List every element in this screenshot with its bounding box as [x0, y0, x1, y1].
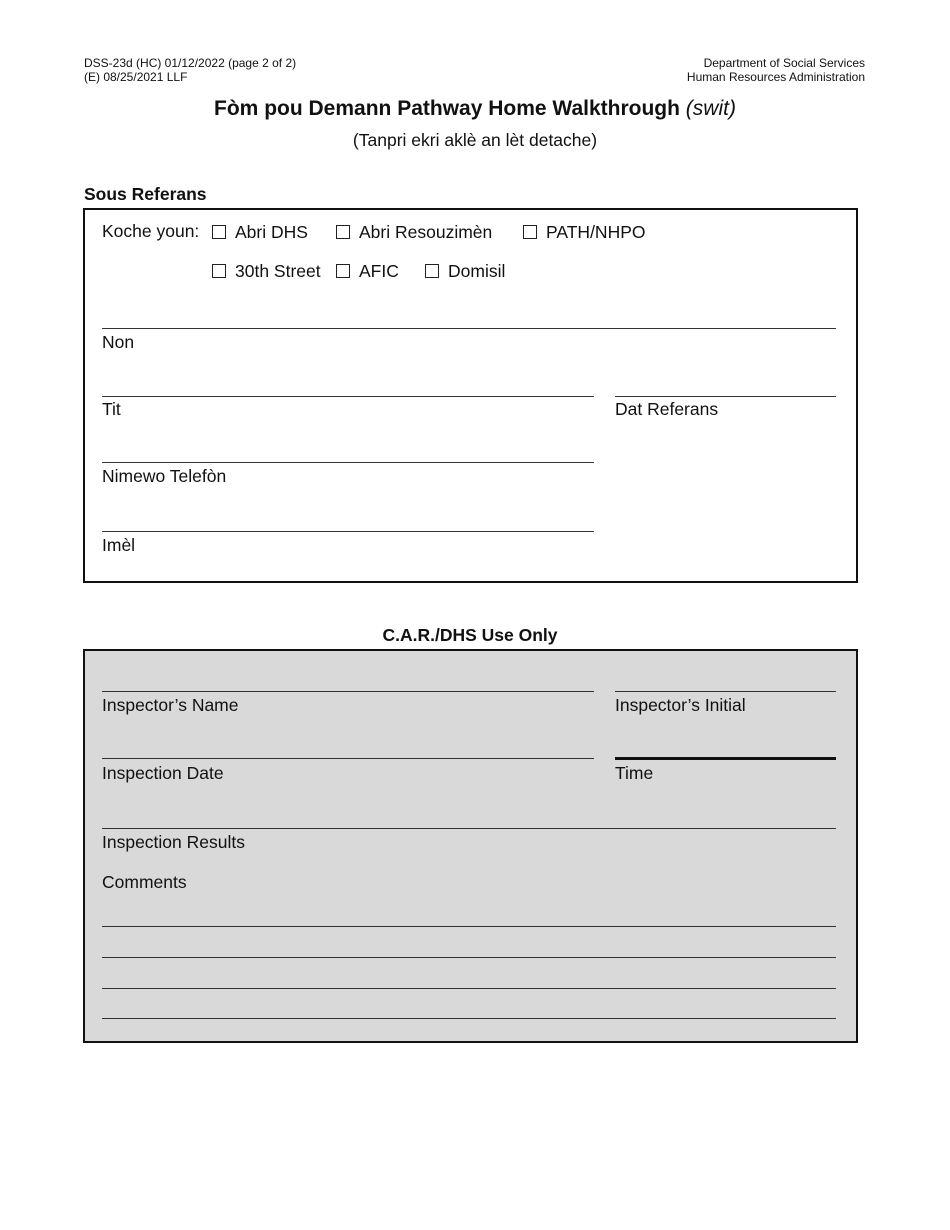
option-label: Abri DHS [235, 222, 308, 242]
option-label: 30th Street [235, 261, 321, 281]
option-abri-dhs[interactable] [212, 222, 308, 243]
referral-date-input-line[interactable] [615, 396, 836, 397]
inspector-initial-label: Inspector’s Initial [615, 695, 746, 715]
comment-line[interactable] [102, 988, 836, 989]
page-title [0, 97, 950, 121]
option-label: Abri Resouzimèn [359, 222, 493, 242]
comment-line[interactable] [102, 926, 836, 927]
agency-block [687, 56, 865, 84]
checkbox[interactable] [336, 264, 350, 278]
inspection-results-input-line[interactable] [102, 828, 836, 829]
inspection-date-input-line[interactable] [102, 758, 594, 759]
referral-date-label: Dat Referans [615, 399, 719, 419]
referral-box [83, 208, 858, 583]
time-input-line[interactable] [615, 757, 836, 760]
referral-heading: Sous Referans [84, 184, 207, 204]
inspector-name-label: Inspector’s Name [102, 695, 239, 715]
option-label: PATH/NHPO [546, 222, 646, 242]
comments-label: Comments [102, 872, 187, 892]
car-box [83, 649, 858, 1043]
phone-label: Nimewo Telefòn [102, 466, 227, 486]
inspector-initial-input-line[interactable] [615, 691, 836, 692]
checkbox[interactable] [336, 225, 350, 239]
title-input-line[interactable] [102, 396, 594, 397]
time-label: Time [615, 763, 654, 783]
option-afic[interactable] [336, 261, 399, 282]
form-revision: (E) 08/25/2021 LLF [84, 70, 188, 84]
checkbox[interactable] [212, 225, 226, 239]
comment-line[interactable] [102, 957, 836, 958]
car-heading: C.A.R./DHS Use Only [382, 625, 558, 645]
department-name: Department of Social Services [703, 56, 865, 70]
comment-line[interactable] [102, 1018, 836, 1019]
checkbox[interactable] [425, 264, 439, 278]
option-label: Domisil [448, 261, 506, 281]
page-subtitle: (Tanpri ekri aklè an lèt detache) [352, 130, 598, 150]
administration-name: Human Resources Administration [686, 70, 865, 84]
name-input-line[interactable] [102, 328, 836, 329]
phone-input-line[interactable] [102, 462, 594, 463]
option-domisil[interactable] [425, 261, 505, 282]
email-label: Imèl [102, 535, 136, 555]
checkbox[interactable] [523, 225, 537, 239]
email-input-line[interactable] [102, 531, 594, 532]
title-suffix: (swit) [685, 97, 736, 120]
option-label: AFIC [359, 261, 399, 281]
title-label: Tit [102, 399, 121, 419]
option-30th-street[interactable] [212, 261, 321, 282]
check-prompt: Koche youn: [102, 221, 200, 241]
form-id: DSS-23d (HC) 01/12/2022 (page 2 of 2) [84, 56, 297, 70]
option-abri-resouzimen[interactable] [336, 222, 492, 243]
inspector-name-input-line[interactable] [102, 691, 594, 692]
form-id-block [84, 56, 296, 84]
name-label: Non [102, 332, 135, 352]
option-path-nhpo[interactable] [523, 222, 646, 243]
inspection-date-label: Inspection Date [102, 763, 224, 783]
checkbox[interactable] [212, 264, 226, 278]
title-main: Fòm pou Demann Pathway Home Walkthrough [214, 97, 680, 120]
inspection-results-label: Inspection Results [102, 832, 245, 852]
